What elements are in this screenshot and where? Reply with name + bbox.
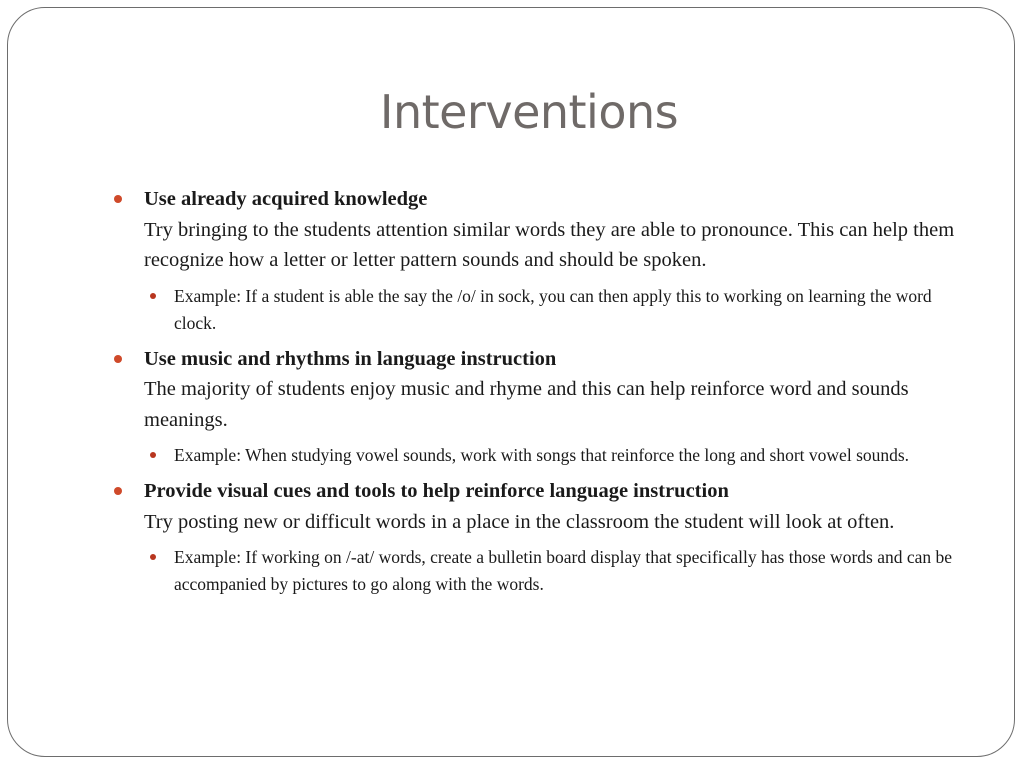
bullet-body: The majority of students enjoy music and rhyme and this can help reinforce word and sounds meanings. (144, 378, 909, 431)
bullet-body: Try posting new or difficult words in a place in the classroom the student will look at often. (144, 510, 895, 533)
sub-bullet-item (110, 544, 975, 598)
slide-content (110, 184, 975, 605)
bullet-heading: Provide visual cues and tools to help reinforce language instruction (144, 480, 729, 502)
sub-bullet-text: Example: When studying vowel sounds, work with songs that reinforce the long and short vowel sounds. (174, 445, 910, 465)
bullet-item (110, 476, 975, 537)
sub-bullet-item (110, 442, 975, 469)
bullet-item (110, 184, 975, 276)
bullet-heading: Use already acquired knowledge (144, 188, 428, 210)
bullet-dot-icon (114, 487, 122, 495)
sub-bullet-item (110, 283, 975, 337)
bullet-body: Try bringing to the students attention similar words they are able to pronounce. This can help them recognize how a letter or letter pattern sounds and should be spoken. (144, 218, 955, 271)
bullet-heading: Use music and rhythms in language instruction (144, 347, 557, 370)
slide-title: Interventions (379, 85, 679, 139)
bullet-dot-icon (114, 195, 122, 203)
sub-bullet-dot-icon (150, 293, 156, 299)
sub-bullet-text: Example: If a student is able the say the /o/ in sock, you can then apply this to working on learning the word clock. (174, 285, 932, 333)
bullet-item (110, 344, 975, 436)
sub-bullet-dot-icon (150, 554, 156, 560)
sub-bullet-dot-icon (150, 452, 156, 458)
sub-bullet-text: Example: If working on /-at/ words, create a bulletin board display that specifically has those words and can be accompanied by pictures to go along with the words. (174, 547, 953, 594)
bullet-dot-icon (114, 355, 122, 363)
